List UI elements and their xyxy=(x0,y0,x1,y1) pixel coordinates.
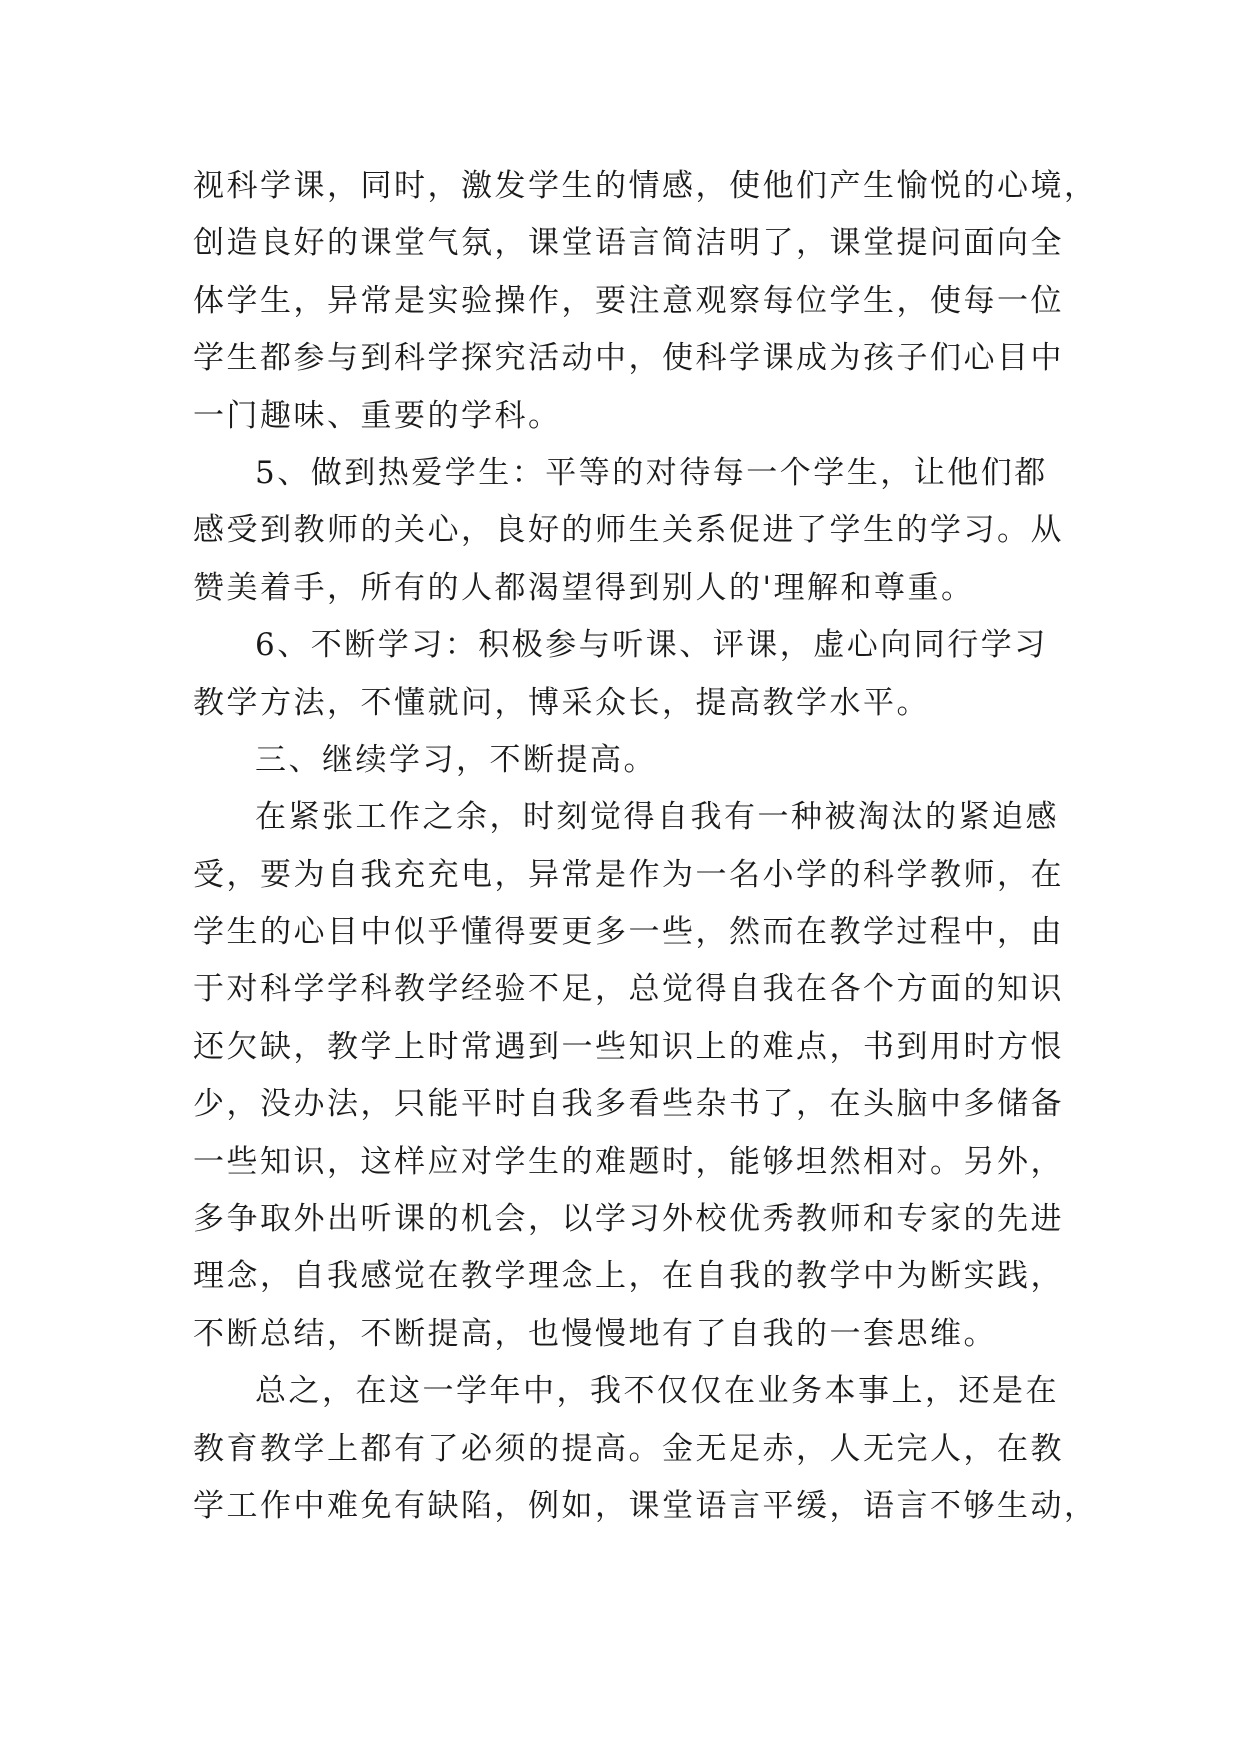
text-line: 感受到教师的关心，良好的师生关系促进了学生的学习。从 xyxy=(193,512,1064,549)
text-line: 体学生，异常是实验操作，要注意观察每位学生，使每一位 xyxy=(193,282,1064,319)
paragraph-start-line: 总之，在这一学年中，我不仅仅在业务本事上，还是在 xyxy=(255,1373,1059,1410)
text-line: 还欠缺，教学上时常遇到一些知识上的难点，书到用时方恨 xyxy=(193,1028,1064,1065)
text-line: 教育教学上都有了必须的提高。金无足赤，人无完人，在教 xyxy=(193,1430,1064,1467)
text-line: 多争取外出听课的机会，以学习外校优秀教师和专家的先进 xyxy=(193,1201,1064,1238)
text-line: 学工作中难免有缺陷，例如，课堂语言平缓，语言不够生动， xyxy=(193,1487,1098,1524)
text-line: 视科学课，同时，激发学生的情感，使他们产生愉悦的心境， xyxy=(193,168,1098,204)
text-line: 理念，自我感觉在教学理念上，在自我的教学中为断实践， xyxy=(193,1258,1064,1295)
text-line: 不断总结，不断提高，也慢慢地有了自我的一套思维。 xyxy=(193,1315,997,1352)
text-line: 受，要为自我充充电，异常是作为一名小学的科学教师，在 xyxy=(193,856,1064,893)
paragraph-start-line: 6、不断学习：积极参与听课、评课，虚心向同行学习 xyxy=(255,627,1048,664)
text-line: 赞美着手，所有的人都渴望得到别人的'理解和尊重。 xyxy=(193,569,975,606)
text-line: 学生的心目中似乎懂得要更多一些，然而在教学过程中，由 xyxy=(193,914,1064,951)
paragraph-start-line: 5、做到热爱学生：平等的对待每一个学生，让他们都 xyxy=(255,454,1048,491)
body-text xyxy=(193,158,1098,1535)
text-line: 于对科学学科教学经验不足，总觉得自我在各个方面的知识 xyxy=(193,971,1064,1008)
text-line: 一门趣味、重要的学科。 xyxy=(193,397,562,434)
text-line: 一些知识，这样应对学生的难题时，能够坦然相对。另外， xyxy=(193,1143,1064,1180)
text-line: 创造良好的课堂气氛，课堂语言简洁明了，课堂提问面向全 xyxy=(193,225,1064,262)
paragraph-start-line: 在紧张工作之余，时刻觉得自我有一种被淘汰的紧迫感 xyxy=(255,799,1059,836)
text-line: 教学方法，不懂就问，博采众长，提高教学水平。 xyxy=(193,684,930,721)
text-line: 学生都参与到科学探究活动中，使科学课成为孩子们心目中 xyxy=(193,340,1064,377)
text-line: 少，没办法，只能平时自我多看些杂书了，在头脑中多储备 xyxy=(193,1086,1064,1123)
section-heading: 三、继续学习，不断提高。 xyxy=(255,741,657,778)
